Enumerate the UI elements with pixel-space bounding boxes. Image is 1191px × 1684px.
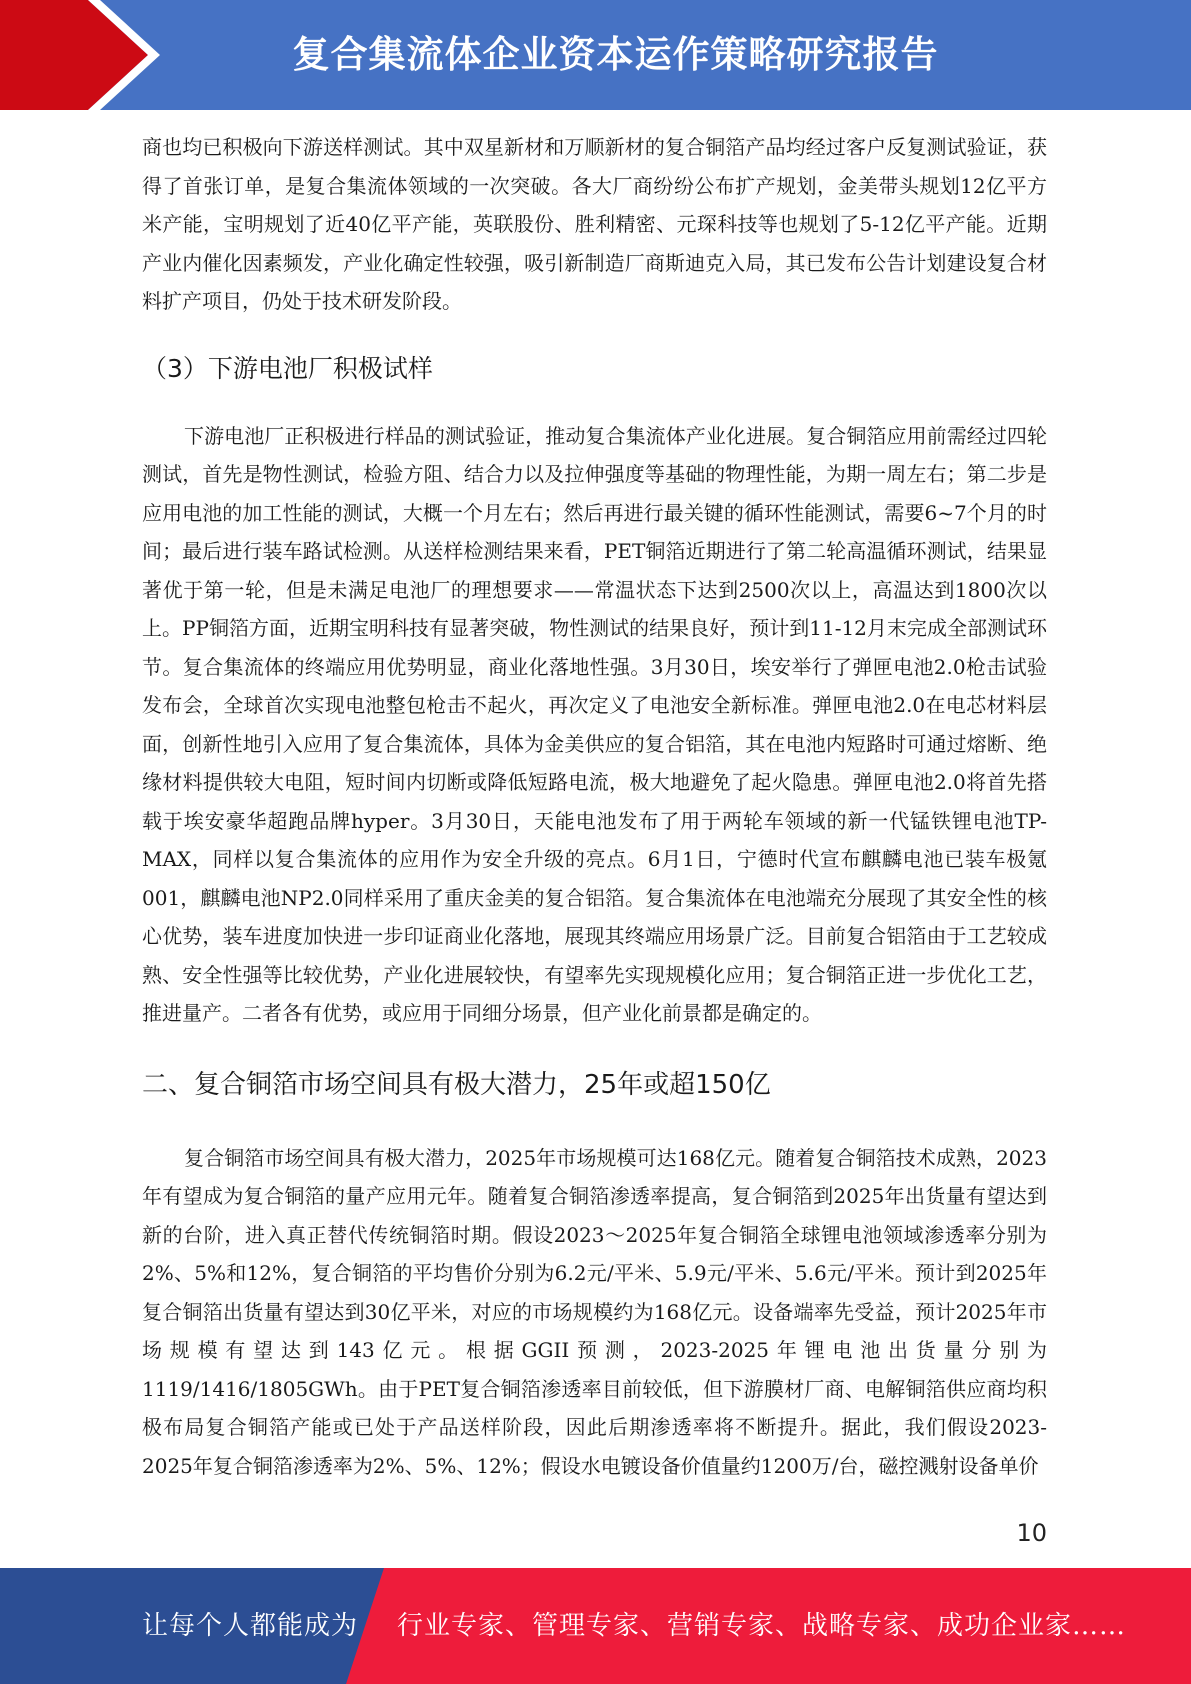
section-heading-downstream: （3）下游电池厂积极试样 (142, 353, 433, 383)
paragraph-downstream-testing: 下游电池厂正积极进行样品的测试验证，推动复合集流体产业化进展。复合铜箔应用前需经过四轮测试，首先是物性测试，检验方阻、结合力以及拉伸强度等基础的物理性能，为期一周左右；第二步是应用电池的加工性能的测试，大概一个月左右；然后再进行最关键的循环性能测试，需要6~7个月的时间；最后进行装车路试检测。从送样检测结果来看，PET铜箔近期进行了第二轮高温循环测试，结果显著优于第一轮，但是未满足电池厂的理想要求——常温状态下达到2500次以上，高温达到1800次以上。PP铜箔方面，近期宝明科技有显著突破，物性测试的结果良好，预计到11-12月末完成全部测试环节。复合集流体的终端应用优势明显，商业化落地性强。3月30日，埃安举行了弹匣电池2.0枪击试验发布会，全球首次实现电池整包枪击不起火，再次定义了电池安全新标准。弹匣电池2.0在电芯材料层面，创新性地引入应用了复合集流体，具体为金美供应的复合铝箔，其在电池内短路时可通过熔断、绝缘材料提供较大电阻，短时间内切断或降低短路电流，极大地避免了起火隐患。弹匣电池2.0将首先搭载于埃安豪华超跑品牌hyper。3月30日，天能电池发布了用于两轮车领域的新一代锰铁锂电池TP-MAX，同样以复合集流体的应用作为安全升级的亮点。6月1日，宁德时代宣布麒麟电池已装车极氪001，麒麟电池NP2.0同样采用了重庆金美的复合铝箔。复合集流体在电池端充分展现了其安全性的核心优势，装车进度加快进一步印证商业化落地，展现其终端应用场景广泛。目前复合铝箔由于工艺较成熟、安全性强等比较优势，产业化进展较快，有望率先实现规模化应用；复合铜箔正进一步优化工艺，推进量产。二者各有优势，或应用于同细分场景，但产业化前景都是确定的。 (142, 423, 1047, 1025)
page-footer (0, 1568, 1191, 1684)
document-body (142, 128, 1047, 1485)
report-title: 复合集流体企业资本运作策略研究报告 (292, 33, 939, 76)
footer-slogan-left: 让每个人都能成为 (142, 1611, 359, 1641)
footer-slogan-right: 行业专家、管理专家、营销专家、战略专家、成功企业家…… (397, 1611, 1127, 1641)
paragraph-continued: 商也均已积极向下游送样测试。其中双星新材和万顺新材的复合铜箔产品均经过客户反复测试验证，获得了首张订单，是复合集流体领域的一次突破。各大厂商纷纷公布扩产规划，金美带头规划12亿平方米产能，宝明规划了近40亿平产能，英联股份、胜利精密、元琛科技等也规划了5-12亿平产能。近期产业内催化因素频发，产业化确定性较强，吸引新制造厂商斯迪克入局，其已发布公告计划建设复合材料扩产项目，仍处于技术研发阶段。 (142, 135, 1047, 313)
page-number: 10 (1016, 1519, 1047, 1547)
section-heading-market: 二、复合铜箔市场空间具有极大潜力，25年或超150亿 (142, 1069, 771, 1100)
page-header (0, 0, 1191, 110)
paragraph-market-space: 复合铜箔市场空间具有极大潜力，2025年市场规模可达168亿元。随着复合铜箔技术成熟，2023年有望成为复合铜箔的量产应用元年。随着复合铜箔渗透率提高，复合铜箔到2025年出货量有望达到新的台阶，进入真正替代传统铜箔时期。假设2023～2025年复合铜箔全球锂电池领域渗透率分别为2%、5%和12%，复合铜箔的平均售价分别为6.2元/平米、5.9元/平米、5.6元/平米。预计到2025年复合铜箔出货量有望达到30亿平米，对应的市场规模约为168亿元。设备端率先受益，预计2025年市场规模有望达到143亿元。根据GGII预测，2023-2025年锂电池出货量分别为1119/1416/1805GWh。由于PET复合铜箔渗透率目前较低，但下游膜材厂商、电解铜箔供应商均积极布局复合铜箔产能或已处于产品送样阶段，因此后期渗透率将不断提升。据此，我们假设2023-2025年复合铜箔渗透率为2%、5%、12%；假设水电镀设备价值量约1200万/台，磁控溅射设备单价 (142, 1145, 1047, 1478)
